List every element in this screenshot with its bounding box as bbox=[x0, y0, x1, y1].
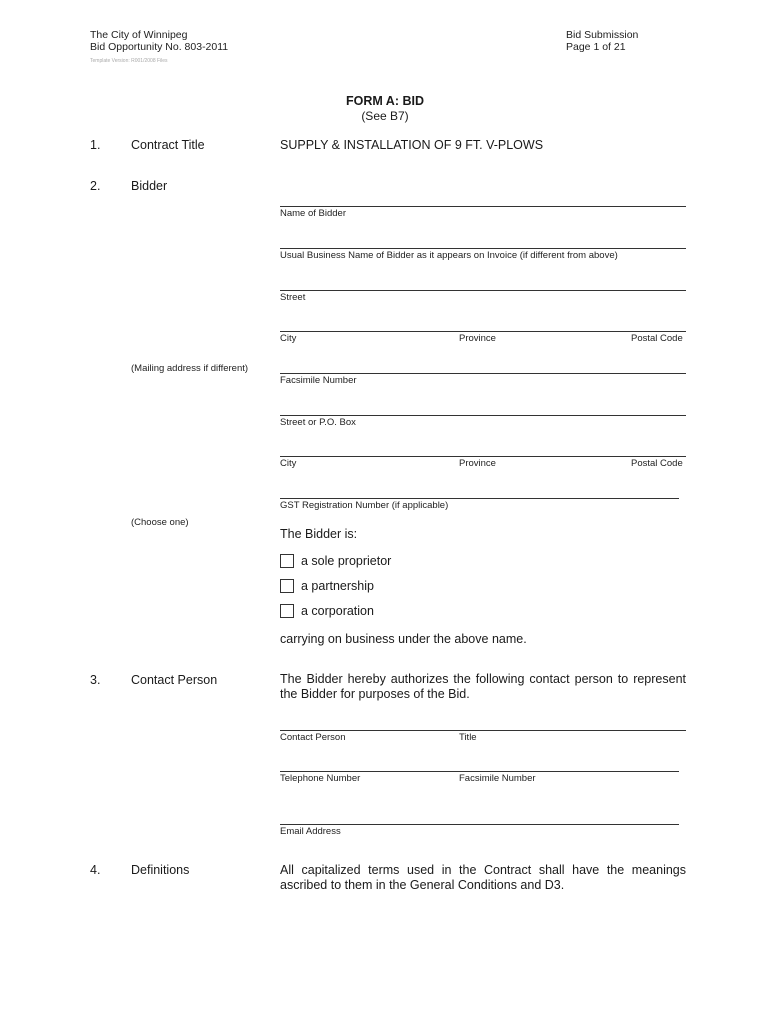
gst-number-field[interactable] bbox=[280, 498, 679, 499]
header-submission: Bid Submission bbox=[566, 29, 639, 41]
street-po-box-field[interactable] bbox=[280, 415, 686, 416]
contact-person-label: Contact Person bbox=[280, 732, 346, 743]
contact-person-title-field[interactable] bbox=[280, 730, 686, 731]
choose-one-note: (Choose one) bbox=[131, 517, 189, 528]
mailing-postal-code-label: Postal Code bbox=[631, 458, 683, 469]
section-1-label: Contract Title bbox=[131, 138, 205, 152]
street-label: Street bbox=[280, 292, 306, 303]
contact-facsimile-label: Facsimile Number bbox=[459, 773, 536, 784]
telephone-fax-field[interactable] bbox=[280, 771, 679, 772]
street-field[interactable] bbox=[280, 290, 686, 291]
gst-number-label: GST Registration Number (if applicable) bbox=[280, 500, 449, 511]
section-2-label: Bidder bbox=[131, 179, 168, 193]
email-label: Email Address bbox=[280, 826, 341, 837]
corporation-checkbox[interactable] bbox=[280, 604, 294, 618]
facsimile-label: Facsimile Number bbox=[280, 375, 357, 386]
sole-proprietor-checkbox[interactable] bbox=[280, 554, 294, 568]
email-field[interactable] bbox=[280, 824, 679, 825]
contract-title-value: SUPPLY & INSTALLATION OF 9 FT. V-PLOWS bbox=[280, 138, 544, 152]
usual-business-name-label: Usual Business Name of Bidder as it appears on Invoice (if different from above) bbox=[280, 250, 618, 261]
city-province-postal-field[interactable] bbox=[280, 331, 686, 332]
form-subtitle: (See B7) bbox=[361, 109, 409, 123]
carrying-on-business-text: carrying on business under the above name. bbox=[280, 632, 527, 646]
header-city: The City of Winnipeg bbox=[90, 29, 188, 41]
name-of-bidder-field[interactable] bbox=[280, 206, 686, 207]
partnership-label: a partnership bbox=[301, 579, 374, 593]
usual-business-name-field[interactable] bbox=[280, 248, 686, 249]
telephone-label: Telephone Number bbox=[280, 773, 361, 784]
header-page-number: Page 1 of 21 bbox=[566, 41, 626, 53]
bidder-is-label: The Bidder is: bbox=[280, 527, 358, 541]
corporation-label: a corporation bbox=[301, 604, 374, 618]
mailing-address-note: (Mailing address if different) bbox=[131, 363, 249, 374]
section-4-label: Definitions bbox=[131, 863, 190, 877]
section-3-number: 3. bbox=[90, 673, 101, 687]
mailing-city-province-postal-field[interactable] bbox=[280, 456, 686, 457]
city-label: City bbox=[280, 333, 297, 344]
section-3-label: Contact Person bbox=[131, 673, 218, 687]
header-bid-number: Bid Opportunity No. 803-2011 bbox=[90, 41, 229, 53]
definitions-text: All capitalized terms used in the Contract shall have the meanings ascribed to them in the General Conditions and D3. bbox=[280, 863, 686, 892]
section-1-number: 1. bbox=[90, 138, 101, 152]
province-label: Province bbox=[459, 333, 496, 344]
title-label: Title bbox=[459, 732, 477, 743]
facsimile-field[interactable] bbox=[280, 373, 686, 374]
name-of-bidder-label: Name of Bidder bbox=[280, 208, 347, 219]
street-po-box-label: Street or P.O. Box bbox=[280, 417, 356, 428]
section-4-number: 4. bbox=[90, 863, 101, 877]
template-version: Template Version: R001/2008 Files bbox=[90, 58, 168, 64]
mailing-province-label: Province bbox=[459, 458, 496, 469]
contact-person-text: The Bidder hereby authorizes the following contact person to represent the Bidder for purposes of the Bid. bbox=[280, 672, 686, 701]
form-title: FORM A: BID bbox=[346, 94, 424, 108]
section-2-number: 2. bbox=[90, 179, 101, 193]
partnership-checkbox[interactable] bbox=[280, 579, 294, 593]
postal-code-label: Postal Code bbox=[631, 333, 683, 344]
sole-proprietor-label: a sole proprietor bbox=[301, 554, 392, 568]
mailing-city-label: City bbox=[280, 458, 297, 469]
